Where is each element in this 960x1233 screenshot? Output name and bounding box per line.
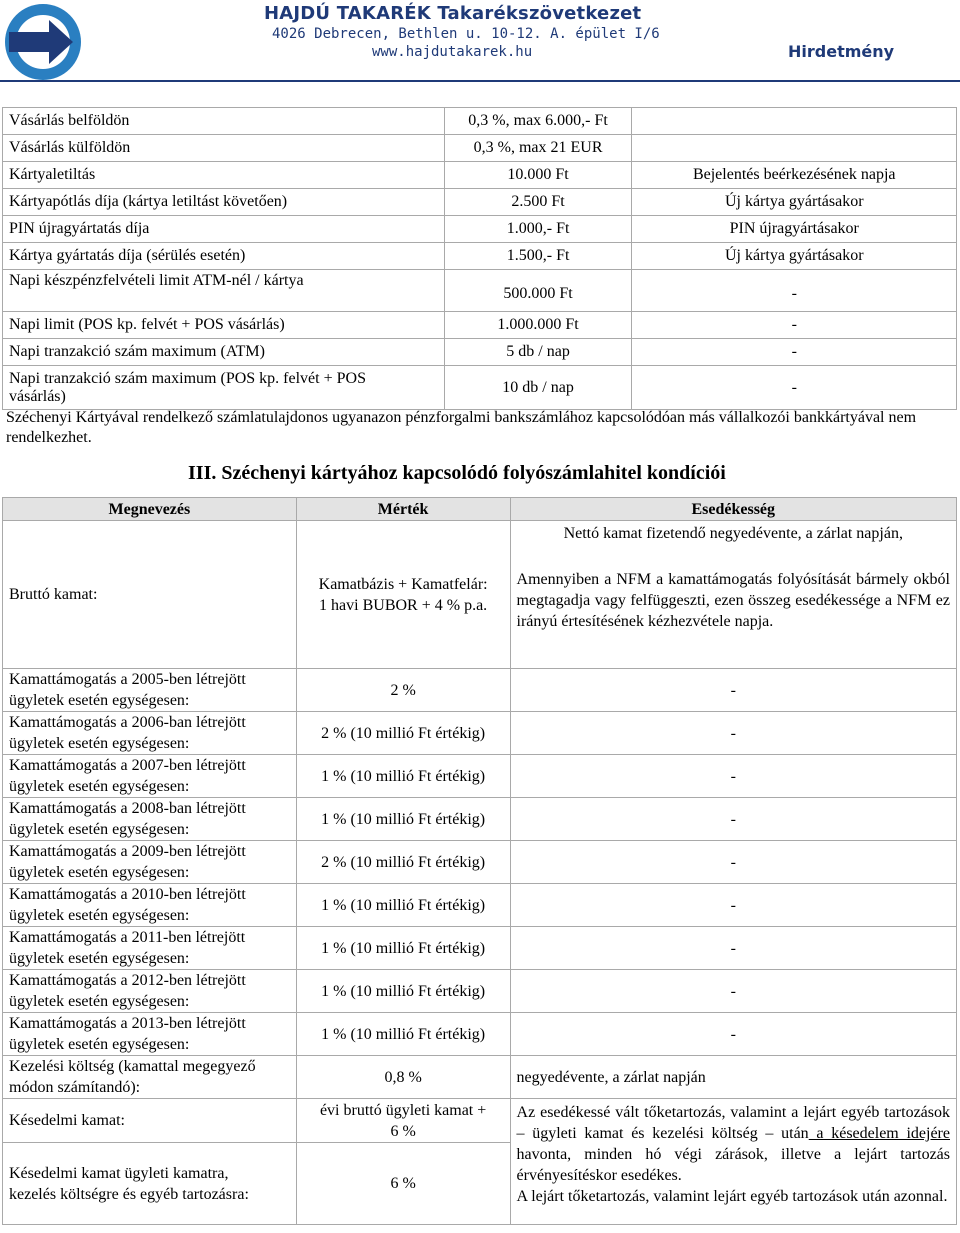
table-row: [3, 1099, 957, 1143]
fee-name: Vásárlás külföldön: [3, 135, 445, 162]
section-title: III. Széchenyi kártyához kapcsolódó folyószámlahitel kondíciói: [188, 462, 726, 484]
table-row: [3, 1056, 957, 1099]
table-row: [3, 312, 957, 339]
column-header-due: Esedékesség: [510, 498, 956, 521]
label-line: ügyletek esetén egységesen:: [9, 907, 190, 924]
table-row: [3, 841, 957, 884]
table-row: [3, 243, 957, 270]
table-row: [3, 270, 957, 312]
subsidy-rate: 2 % (10 millió Ft értékig): [296, 712, 510, 755]
document-type-label: Hirdetmény: [788, 42, 895, 61]
fee-due: [632, 108, 957, 135]
late-interest-other-label: [3, 1143, 297, 1225]
subsidy-label: [3, 927, 297, 970]
fee-due: PIN újragyártásakor: [632, 216, 957, 243]
table-row: [3, 712, 957, 755]
table-row: [3, 216, 957, 243]
fee-name: Napi limit (POS kp. felvét + POS vásárlás): [3, 312, 445, 339]
label-line: kezelés költségre és egyéb tartozásra:: [9, 1185, 249, 1203]
table-row: [3, 339, 957, 366]
fee-due: [632, 135, 957, 162]
subsidy-rate: 1 % (10 millió Ft értékig): [296, 755, 510, 798]
fee-due: -: [632, 312, 957, 339]
subsidy-label: [3, 798, 297, 841]
subsidy-due: -: [510, 712, 956, 755]
late-interest-due-text: [517, 1102, 950, 1186]
subsidy-due: -: [510, 755, 956, 798]
arrow-circle-logo-icon: [3, 2, 83, 82]
fee-due: -: [632, 270, 957, 312]
fee-amount: 10 db / nap: [444, 366, 632, 410]
late-interest-label: Késedelmi kamat:: [3, 1099, 297, 1143]
fee-due: Új kártya gyártásakor: [632, 243, 957, 270]
fee-name: Kártyaletiltás: [3, 162, 445, 189]
subsidy-label: [3, 669, 297, 712]
label-line: Késedelmi kamat ügyleti kamatra,: [9, 1164, 229, 1182]
subsidy-due: -: [510, 798, 956, 841]
label-line: ügyletek esetén egységesen:: [9, 864, 190, 881]
table-row: [3, 1013, 957, 1056]
fee-amount: 1.000.000 Ft: [444, 312, 632, 339]
subsidy-label: [3, 755, 297, 798]
table-row: [3, 108, 957, 135]
column-header-name: Megnevezés: [3, 498, 297, 521]
gross-interest-label: Bruttó kamat:: [3, 521, 297, 669]
rate-line: 1 havi BUBOR + 4 % p.a.: [319, 596, 488, 614]
fee-name: Napi tranzakció szám maximum (ATM): [3, 339, 445, 366]
gross-interest-rate: [296, 521, 510, 669]
subsidy-rate: 1 % (10 millió Ft értékig): [296, 927, 510, 970]
label-line: Kamattámogatás a 2011-ben létrejött: [9, 929, 246, 946]
fee-name: PIN újragyártatás díja: [3, 216, 445, 243]
fee-name: Vásárlás belföldön: [3, 108, 445, 135]
handling-fee-label: [3, 1056, 297, 1099]
label-line: Kamattámogatás a 2009-ben létrejött: [9, 843, 246, 860]
handling-fee-rate: 0,8 %: [296, 1056, 510, 1099]
subsidy-rate: 1 % (10 millió Ft értékig): [296, 970, 510, 1013]
label-line: módon számítandó):: [9, 1079, 141, 1096]
card-restriction-note: Széchenyi Kártyával rendelkező számlatulajdonos ugyanazon pénzforgalmi bankszámlához kapcsolódóan más vállalkozói bankkártyával nem rendelkezhet.: [6, 409, 917, 446]
fee-name: Kártya gyártatás díja (sérülés esetén): [3, 243, 445, 270]
fee-amount: 1.000,- Ft: [444, 216, 632, 243]
rate-line: évi bruttó ügyleti kamat +: [319, 1101, 487, 1119]
due-text-part: Az esedékessé vált tőketartozás, valamint a lejárt egyéb tartozások – ügyleti kamat és kezelési költség – után: [516, 1104, 950, 1142]
subsidy-label: [3, 884, 297, 927]
label-line: Kamattámogatás a 2007-ben létrejött: [9, 757, 246, 774]
label-line: ügyletek esetén egységesen:: [9, 821, 190, 838]
column-header-rate: Mérték: [296, 498, 510, 521]
fee-amount: 2.500 Ft: [444, 189, 632, 216]
subsidy-due: -: [510, 927, 956, 970]
label-line: ügyletek esetén egységesen:: [9, 993, 190, 1010]
subsidy-due: -: [510, 970, 956, 1013]
subsidy-due: -: [510, 1013, 956, 1056]
label-line: ügyletek esetén egységesen:: [9, 692, 190, 709]
subsidy-rate: 1 % (10 millió Ft értékig): [296, 1013, 510, 1056]
table-header-row: [3, 498, 957, 521]
table-row: [3, 366, 957, 410]
table-row: [3, 798, 957, 841]
fee-name: Napi készpénzfelvételi limit ATM-nél / kártya: [3, 270, 445, 312]
subsidy-rate: 1 % (10 millió Ft értékig): [296, 884, 510, 927]
fee-name: [3, 366, 445, 410]
late-interest-rate: [296, 1099, 510, 1143]
rate-line: 6 %: [390, 1122, 416, 1140]
credit-conditions-table: [2, 497, 957, 1225]
organization-address: 4026 Debrecen, Bethlen u. 10-12. A. épület I/6: [272, 26, 660, 42]
fee-name: Kártyapótlás díja (kártya letiltást követően): [3, 189, 445, 216]
subsidy-label: [3, 841, 297, 884]
card-fees-table: [2, 107, 957, 410]
subsidy-due: -: [510, 669, 956, 712]
fee-name-line: vásárlás): [9, 387, 66, 405]
subsidy-label: [3, 712, 297, 755]
label-line: Kamattámogatás a 2013-ben létrejött: [9, 1015, 246, 1032]
due-text-part: havonta, minden hó végi zárások, illetve a lejárt tartozás érvényesítéskor esedékes.: [516, 1146, 950, 1184]
fee-due: Új kártya gyártásakor: [632, 189, 957, 216]
table-row: [3, 135, 957, 162]
due-nfm-clause: Amennyiben a NFM a kamattámogatás folyósítását bármely okból megtagadja vagy felfüggeszti, ezen összeg esedékessége a NFM ez irányú értesítésének kézhezvétele napja.: [516, 571, 950, 630]
table-row: [3, 884, 957, 927]
fee-amount: 10.000 Ft: [444, 162, 632, 189]
header-divider: [0, 80, 960, 82]
due-text-underlined: a késedelem idejére: [808, 1125, 950, 1142]
due-net-interest: Nettó kamat fizetendő negyedévente, a zárlat napján,: [563, 525, 903, 542]
label-line: Kamattámogatás a 2008-ban létrejött: [9, 800, 246, 817]
table-row: [3, 162, 957, 189]
subsidy-label: [3, 970, 297, 1013]
gross-interest-due: [510, 521, 956, 669]
label-line: Kamattámogatás a 2010-ben létrejött: [9, 886, 246, 903]
table-row: [3, 755, 957, 798]
subsidy-due: -: [510, 884, 956, 927]
subsidy-rate: 2 % (10 millió Ft értékig): [296, 841, 510, 884]
label-line: ügyletek esetén egységesen:: [9, 735, 190, 752]
label-line: Kamattámogatás a 2012-ben létrejött: [9, 972, 246, 989]
subsidy-rate: 2 %: [296, 669, 510, 712]
late-interest-other-rate: 6 %: [296, 1143, 510, 1225]
organization-website-link[interactable]: www.hajdutakarek.hu: [372, 44, 533, 60]
fee-due: -: [632, 339, 957, 366]
late-interest-due: [510, 1099, 956, 1225]
label-line: Kamattámogatás a 2006-ban létrejött: [9, 714, 246, 731]
label-line: ügyletek esetén egységesen:: [9, 778, 190, 795]
rate-line: Kamatbázis + Kamatfelár:: [318, 575, 488, 593]
handling-fee-due: negyedévente, a zárlat napján: [510, 1056, 956, 1099]
label-line: Kamattámogatás a 2005-ben létrejött: [9, 671, 246, 688]
fee-amount: 0,3 %, max 21 EUR: [444, 135, 632, 162]
fee-due: -: [632, 366, 957, 410]
fee-name-line: Napi tranzakció szám maximum (POS kp. felvét + POS: [9, 369, 366, 387]
late-interest-immediate-text: A lejárt tőketartozás, valamint lejárt egyéb tartozások után azonnal.: [516, 1188, 948, 1205]
label-line: ügyletek esetén egységesen:: [9, 950, 190, 967]
fee-amount: 1.500,- Ft: [444, 243, 632, 270]
table-row: [3, 521, 957, 669]
organization-name: HAJDÚ TAKARÉK Takarékszövetkezet: [264, 3, 642, 24]
subsidy-rate: 1 % (10 millió Ft értékig): [296, 798, 510, 841]
fee-due: Bejelentés beérkezésének napja: [632, 162, 957, 189]
subsidy-due: -: [510, 841, 956, 884]
fee-amount: 0,3 %, max 6.000,- Ft: [444, 108, 632, 135]
label-line: ügyletek esetén egységesen:: [9, 1036, 190, 1053]
table-row: [3, 927, 957, 970]
subsidy-label: [3, 1013, 297, 1056]
table-row: [3, 970, 957, 1013]
table-row: [3, 669, 957, 712]
label-line: Kezelési költség (kamattal megegyező: [9, 1058, 256, 1075]
table-row: [3, 189, 957, 216]
fee-amount: 500.000 Ft: [444, 270, 632, 312]
fee-amount: 5 db / nap: [444, 339, 632, 366]
